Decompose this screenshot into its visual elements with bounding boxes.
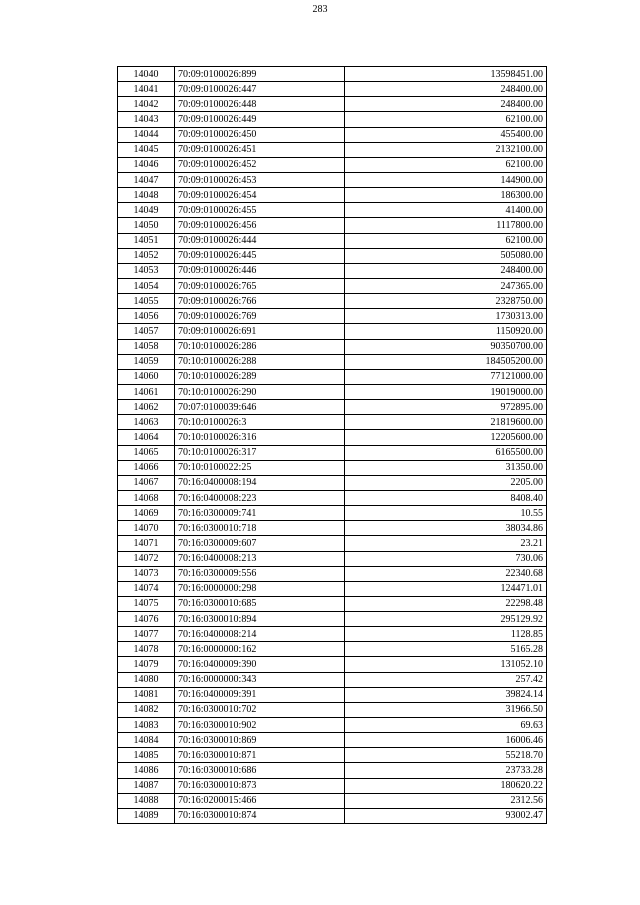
cadastral-value-cell: 2328750.00 <box>345 294 547 309</box>
cadastral-number-cell: 70:10:0100026:290 <box>175 384 345 399</box>
row-number-cell: 14041 <box>118 82 175 97</box>
cadastral-value-cell: 69.63 <box>345 718 547 733</box>
cadastral-number-cell: 70:09:0100026:454 <box>175 188 345 203</box>
cadastral-value-cell: 248400.00 <box>345 263 547 278</box>
table-row <box>118 142 547 157</box>
cadastral-number-cell: 70:16:0300010:873 <box>175 778 345 793</box>
cadastral-number-cell: 70:16:0000000:298 <box>175 581 345 596</box>
row-number-cell: 14057 <box>118 324 175 339</box>
row-number-cell: 14048 <box>118 188 175 203</box>
table-row <box>118 430 547 445</box>
cadastral-value-cell: 295129.92 <box>345 612 547 627</box>
cadastral-number-cell: 70:16:0300010:702 <box>175 702 345 717</box>
table-row <box>118 521 547 536</box>
cadastral-value-cell: 6165500.00 <box>345 445 547 460</box>
cadastral-number-cell: 70:09:0100026:445 <box>175 248 345 263</box>
table-row <box>118 763 547 778</box>
table-row <box>118 188 547 203</box>
row-number-cell: 14056 <box>118 309 175 324</box>
row-number-cell: 14071 <box>118 536 175 551</box>
cadastral-value-cell: 5165.28 <box>345 642 547 657</box>
table-row <box>118 718 547 733</box>
cadastral-number-cell: 70:16:0300010:871 <box>175 748 345 763</box>
table-row <box>118 702 547 717</box>
cadastral-value-cell: 248400.00 <box>345 97 547 112</box>
row-number-cell: 14074 <box>118 581 175 596</box>
cadastral-value-cell: 13598451.00 <box>345 67 547 82</box>
table-row <box>118 642 547 657</box>
table-row <box>118 309 547 324</box>
row-number-cell: 14051 <box>118 233 175 248</box>
table-body <box>118 67 547 824</box>
cadastral-number-cell: 70:16:0400009:391 <box>175 687 345 702</box>
cadastral-value-cell: 31350.00 <box>345 460 547 475</box>
cadastral-number-cell: 70:09:0100026:455 <box>175 203 345 218</box>
cadastral-number-cell: 70:09:0100026:451 <box>175 142 345 157</box>
cadastral-number-cell: 70:16:0400009:390 <box>175 657 345 672</box>
cadastral-value-cell: 77121000.00 <box>345 369 547 384</box>
cadastral-value-cell: 55218.70 <box>345 748 547 763</box>
table-row <box>118 172 547 187</box>
cadastral-value-cell: 455400.00 <box>345 127 547 142</box>
cadastral-number-cell: 70:16:0300010:686 <box>175 763 345 778</box>
cadastral-value-cell: 22298.48 <box>345 596 547 611</box>
cadastral-number-cell: 70:09:0100026:452 <box>175 157 345 172</box>
row-number-cell: 14070 <box>118 521 175 536</box>
row-number-cell: 14052 <box>118 248 175 263</box>
table-row <box>118 97 547 112</box>
row-number-cell: 14040 <box>118 67 175 82</box>
cadastral-value-cell: 10.55 <box>345 506 547 521</box>
table-row <box>118 112 547 127</box>
table-row <box>118 566 547 581</box>
cadastral-number-cell: 70:09:0100026:691 <box>175 324 345 339</box>
table-row <box>118 536 547 551</box>
table-row <box>118 354 547 369</box>
cadastral-number-cell: 70:07:0100039:646 <box>175 400 345 415</box>
cadastral-value-cell: 1150920.00 <box>345 324 547 339</box>
row-number-cell: 14072 <box>118 551 175 566</box>
row-number-cell: 14083 <box>118 718 175 733</box>
cadastral-number-cell: 70:16:0300010:902 <box>175 718 345 733</box>
table-row <box>118 339 547 354</box>
row-number-cell: 14059 <box>118 354 175 369</box>
row-number-cell: 14043 <box>118 112 175 127</box>
row-number-cell: 14076 <box>118 612 175 627</box>
row-number-cell: 14082 <box>118 702 175 717</box>
row-number-cell: 14042 <box>118 97 175 112</box>
cadastral-number-cell: 70:10:0100026:288 <box>175 354 345 369</box>
row-number-cell: 14088 <box>118 793 175 808</box>
table-row <box>118 263 547 278</box>
cadastral-number-cell: 70:16:0300010:894 <box>175 612 345 627</box>
row-number-cell: 14054 <box>118 278 175 293</box>
row-number-cell: 14050 <box>118 218 175 233</box>
table-row <box>118 551 547 566</box>
row-number-cell: 14065 <box>118 445 175 460</box>
cadastral-value-cell: 730.06 <box>345 551 547 566</box>
cadastral-value-cell: 2205.00 <box>345 475 547 490</box>
cadastral-number-cell: 70:09:0100026:769 <box>175 309 345 324</box>
row-number-cell: 14062 <box>118 400 175 415</box>
cadastral-value-cell: 2132100.00 <box>345 142 547 157</box>
cadastral-value-cell: 1730313.00 <box>345 309 547 324</box>
cadastral-number-cell: 70:16:0000000:343 <box>175 672 345 687</box>
row-number-cell: 14053 <box>118 263 175 278</box>
cadastral-number-cell: 70:09:0100026:766 <box>175 294 345 309</box>
row-number-cell: 14079 <box>118 657 175 672</box>
table-row <box>118 460 547 475</box>
table-row <box>118 445 547 460</box>
cadastral-number-cell: 70:09:0100026:449 <box>175 112 345 127</box>
table-row <box>118 233 547 248</box>
row-number-cell: 14073 <box>118 566 175 581</box>
cadastral-number-cell: 70:16:0300009:607 <box>175 536 345 551</box>
table-row <box>118 82 547 97</box>
cadastral-value-cell: 505080.00 <box>345 248 547 263</box>
cadastral-number-cell: 70:10:0100026:289 <box>175 369 345 384</box>
cadastral-value-cell: 41400.00 <box>345 203 547 218</box>
table-row <box>118 778 547 793</box>
cadastral-value-cell: 184505200.00 <box>345 354 547 369</box>
table-row <box>118 490 547 505</box>
cadastral-value-cell: 972895.00 <box>345 400 547 415</box>
row-number-cell: 14058 <box>118 339 175 354</box>
cadastral-number-cell: 70:16:0400008:194 <box>175 475 345 490</box>
table-row <box>118 627 547 642</box>
table-row <box>118 400 547 415</box>
cadastral-value-cell: 131052.10 <box>345 657 547 672</box>
table-row <box>118 687 547 702</box>
cadastral-number-cell: 70:16:0400008:223 <box>175 490 345 505</box>
table-row <box>118 506 547 521</box>
cadastral-value-cell: 90350700.00 <box>345 339 547 354</box>
cadastral-value-cell: 62100.00 <box>345 233 547 248</box>
table-row <box>118 733 547 748</box>
cadastral-number-cell: 70:16:0300010:685 <box>175 596 345 611</box>
cadastral-value-cell: 22340.68 <box>345 566 547 581</box>
table-row <box>118 657 547 672</box>
cadastral-number-cell: 70:10:0100026:317 <box>175 445 345 460</box>
cadastral-number-cell: 70:16:0300010:869 <box>175 733 345 748</box>
cadastral-number-cell: 70:16:0400008:214 <box>175 627 345 642</box>
row-number-cell: 14066 <box>118 460 175 475</box>
cadastral-number-cell: 70:09:0100026:447 <box>175 82 345 97</box>
table-row <box>118 596 547 611</box>
row-number-cell: 14067 <box>118 475 175 490</box>
row-number-cell: 14045 <box>118 142 175 157</box>
cadastral-value-cell: 31966.50 <box>345 702 547 717</box>
page-number: 283 <box>312 4 328 15</box>
cadastral-number-cell: 70:16:0000000:162 <box>175 642 345 657</box>
table-row <box>118 369 547 384</box>
cadastral-number-cell: 70:10:0100026:286 <box>175 339 345 354</box>
row-number-cell: 14063 <box>118 415 175 430</box>
cadastral-number-cell: 70:09:0100026:444 <box>175 233 345 248</box>
cadastral-number-cell: 70:16:0300009:741 <box>175 506 345 521</box>
table-row <box>118 793 547 808</box>
row-number-cell: 14086 <box>118 763 175 778</box>
table-row <box>118 67 547 82</box>
cadastral-value-cell: 23733.28 <box>345 763 547 778</box>
cadastral-value-cell: 144900.00 <box>345 172 547 187</box>
cadastral-number-cell: 70:16:0300010:718 <box>175 521 345 536</box>
cadastral-value-cell: 93002.47 <box>345 808 547 823</box>
table-row <box>118 748 547 763</box>
cadastral-value-cell: 39824.14 <box>345 687 547 702</box>
row-number-cell: 14060 <box>118 369 175 384</box>
row-number-cell: 14068 <box>118 490 175 505</box>
row-number-cell: 14064 <box>118 430 175 445</box>
table-row <box>118 384 547 399</box>
cadastral-value-cell: 8408.40 <box>345 490 547 505</box>
cadastral-value-cell: 23.21 <box>345 536 547 551</box>
cadastral-number-cell: 70:16:0200015:466 <box>175 793 345 808</box>
cadastral-value-cell: 257.42 <box>345 672 547 687</box>
cadastral-value-cell: 1117800.00 <box>345 218 547 233</box>
table-row <box>118 278 547 293</box>
cadastral-number-cell: 70:09:0100026:446 <box>175 263 345 278</box>
cadastral-value-cell: 12205600.00 <box>345 430 547 445</box>
cadastral-number-cell: 70:09:0100026:448 <box>175 97 345 112</box>
row-number-cell: 14089 <box>118 808 175 823</box>
row-number-cell: 14046 <box>118 157 175 172</box>
row-number-cell: 14084 <box>118 733 175 748</box>
row-number-cell: 14077 <box>118 627 175 642</box>
cadastral-number-cell: 70:09:0100026:765 <box>175 278 345 293</box>
row-number-cell: 14081 <box>118 687 175 702</box>
row-number-cell: 14049 <box>118 203 175 218</box>
cadastral-number-cell: 70:10:0100022:25 <box>175 460 345 475</box>
table-row <box>118 672 547 687</box>
table-row <box>118 218 547 233</box>
row-number-cell: 14069 <box>118 506 175 521</box>
cadastral-value-cell: 180620.22 <box>345 778 547 793</box>
table-row <box>118 415 547 430</box>
cadastral-number-cell: 70:16:0300010:874 <box>175 808 345 823</box>
cadastral-value-cell: 62100.00 <box>345 112 547 127</box>
row-number-cell: 14061 <box>118 384 175 399</box>
cadastral-number-cell: 70:10:0100026:3 <box>175 415 345 430</box>
cadastral-number-cell: 70:09:0100026:456 <box>175 218 345 233</box>
row-number-cell: 14078 <box>118 642 175 657</box>
cadastral-number-cell: 70:09:0100026:450 <box>175 127 345 142</box>
table-row <box>118 324 547 339</box>
cadastral-value-cell: 19019000.00 <box>345 384 547 399</box>
table-row <box>118 475 547 490</box>
cadastral-value-cell: 2312.56 <box>345 793 547 808</box>
cadastral-number-cell: 70:16:0300009:556 <box>175 566 345 581</box>
row-number-cell: 14085 <box>118 748 175 763</box>
table-row <box>118 248 547 263</box>
row-number-cell: 14047 <box>118 172 175 187</box>
row-number-cell: 14087 <box>118 778 175 793</box>
cadastral-value-cell: 247365.00 <box>345 278 547 293</box>
cadastral-number-cell: 70:09:0100026:453 <box>175 172 345 187</box>
cadastral-value-cell: 21819600.00 <box>345 415 547 430</box>
table-row <box>118 127 547 142</box>
row-number-cell: 14055 <box>118 294 175 309</box>
cadastral-number-cell: 70:10:0100026:316 <box>175 430 345 445</box>
row-number-cell: 14075 <box>118 596 175 611</box>
cadastral-value-cell: 62100.00 <box>345 157 547 172</box>
cadastral-value-cell: 38034.86 <box>345 521 547 536</box>
table-row <box>118 612 547 627</box>
cadastral-number-cell: 70:09:0100026:899 <box>175 67 345 82</box>
cadastral-value-cell: 248400.00 <box>345 82 547 97</box>
cadastral-value-table <box>117 66 547 824</box>
row-number-cell: 14044 <box>118 127 175 142</box>
table-row <box>118 581 547 596</box>
table-row <box>118 203 547 218</box>
cadastral-value-cell: 186300.00 <box>345 188 547 203</box>
table-row <box>118 157 547 172</box>
table-row <box>118 808 547 823</box>
table-row <box>118 294 547 309</box>
cadastral-number-cell: 70:16:0400008:213 <box>175 551 345 566</box>
cadastral-value-cell: 124471.01 <box>345 581 547 596</box>
row-number-cell: 14080 <box>118 672 175 687</box>
cadastral-value-cell: 16006.46 <box>345 733 547 748</box>
cadastral-value-cell: 1128.85 <box>345 627 547 642</box>
